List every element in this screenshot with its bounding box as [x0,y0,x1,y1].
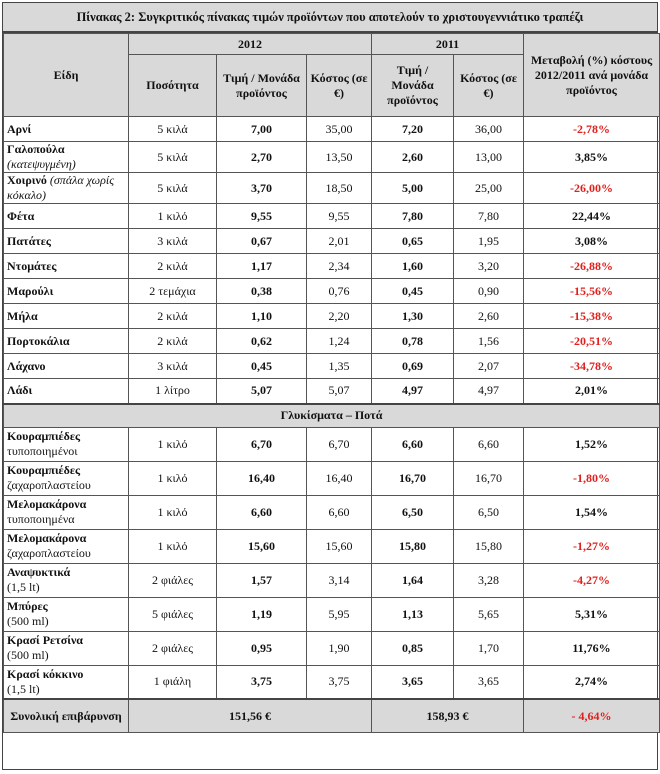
item-price-2012: 3,70 [217,173,307,204]
item-name [4,665,129,699]
item-cost-2011: 6,60 [454,427,524,461]
item-price-2011: 2,60 [372,142,454,173]
item-price-2011: 4,97 [372,379,454,404]
table-row [4,173,660,204]
item-quantity: 5 φιάλες [129,597,217,631]
item-label: Κουραμπιέδες [7,463,81,477]
item-label: Χοιρινό [7,173,47,187]
item-quantity: 1 κιλό [129,461,217,495]
item-cost-2011: 0,90 [454,279,524,304]
item-change: -1,27% [524,529,660,563]
item-label: Μπύρες [7,599,48,613]
item-cost-2012: 15,60 [307,529,372,563]
item-label: Αναψυκτικά [7,565,71,579]
item-name [4,329,129,354]
item-price-2011: 0,65 [372,229,454,254]
table-row [4,563,660,597]
header-change: Μεταβολή (%) κόστους 2012/2011 ανά μονάδα προϊόντος [524,34,660,117]
item-cost-2012: 2,01 [307,229,372,254]
item-cost-2012: 13,50 [307,142,372,173]
item-cost-2011: 2,07 [454,354,524,379]
item-label: Κρασί Ρετσίνα [7,633,83,647]
item-price-2011: 15,80 [372,529,454,563]
item-quantity: 1 κιλό [129,529,217,563]
item-price-2011: 0,69 [372,354,454,379]
item-quantity: 5 κιλά [129,142,217,173]
item-cost-2011: 2,60 [454,304,524,329]
item-price-2011: 1,60 [372,254,454,279]
item-label: Λάδι [7,383,33,398]
item-sublabel: ζαχαροπλαστείου [7,546,91,560]
total-2011: 158,93 € [372,699,524,733]
table-row [4,117,660,142]
item-cost-2012: 35,00 [307,117,372,142]
item-name [4,597,129,631]
item-label: Πατάτες [7,233,51,248]
item-change: 3,08% [524,229,660,254]
item-quantity: 2 τεμάχια [129,279,217,304]
table-row [4,597,660,631]
total-label: Συνολική επιβάρυνση [4,699,129,733]
item-price-2012: 0,95 [217,631,307,665]
item-price-2011: 6,50 [372,495,454,529]
item-price-2012: 0,62 [217,329,307,354]
item-price-2012: 16,40 [217,461,307,495]
item-sublabel: (1,5 lt) [7,580,40,594]
header-unit-price-2012: Τιμή / Μονάδα προϊόντος [217,55,307,117]
item-label: Μαρούλι [7,283,54,298]
item-price-2012: 3,75 [217,665,307,699]
item-quantity: 1 λίτρο [129,379,217,404]
item-price-2012: 1,19 [217,597,307,631]
item-quantity: 5 κιλά [129,173,217,204]
item-price-2012: 0,45 [217,354,307,379]
table-row [4,229,660,254]
item-name [4,427,129,461]
item-quantity: 2 φιάλες [129,563,217,597]
item-price-2011: 0,45 [372,279,454,304]
item-price-2012: 0,67 [217,229,307,254]
item-label: Μελομακάρονα [7,497,87,511]
item-cost-2012: 3,75 [307,665,372,699]
item-name [4,117,129,142]
item-cost-2012: 1,24 [307,329,372,354]
item-price-2012: 15,60 [217,529,307,563]
item-quantity: 1 κιλό [129,495,217,529]
item-change: -15,38% [524,304,660,329]
item-cost-2012: 6,70 [307,427,372,461]
table-row [4,665,660,699]
item-price-2011: 0,78 [372,329,454,354]
item-quantity: 2 κιλά [129,254,217,279]
item-change: 1,54% [524,495,660,529]
item-price-2012: 5,07 [217,379,307,404]
table-row [4,427,660,461]
item-cost-2011: 36,00 [454,117,524,142]
item-name [4,461,129,495]
table-row [4,254,660,279]
item-price-2012: 2,70 [217,142,307,173]
item-change: -15,56% [524,279,660,304]
item-quantity: 1 κιλό [129,204,217,229]
item-price-2011: 16,70 [372,461,454,495]
table-row [4,204,660,229]
item-price-2011: 1,64 [372,563,454,597]
item-quantity: 3 κιλά [129,354,217,379]
item-price-2011: 6,60 [372,427,454,461]
item-label: Μελομακάρονα [7,531,87,545]
total-row [4,699,660,733]
item-cost-2012: 18,50 [307,173,372,204]
item-price-2011: 7,80 [372,204,454,229]
item-label: Κουραμπιέδες [7,429,81,443]
header-year-2011: 2011 [372,34,524,55]
item-change: -20,51% [524,329,660,354]
item-name [4,304,129,329]
item-price-2011: 1,30 [372,304,454,329]
item-price-2012: 6,70 [217,427,307,461]
item-label: Ντομάτες [7,258,57,273]
item-cost-2011: 15,80 [454,529,524,563]
item-cost-2011: 16,70 [454,461,524,495]
item-change: 2,01% [524,379,660,404]
table-row [4,495,660,529]
item-change: 1,52% [524,427,660,461]
item-cost-2011: 13,00 [454,142,524,173]
item-name [4,379,129,404]
item-change: -26,88% [524,254,660,279]
table-title: Πίνακας 2: Συγκριτικός πίνακας τιμών προϊόντων που αποτελούν το χριστουγεννιάτικο τραπέζι [3,3,657,33]
table-row [4,142,660,173]
item-cost-2011: 1,70 [454,631,524,665]
item-cost-2011: 5,65 [454,597,524,631]
item-price-2011: 0,85 [372,631,454,665]
item-cost-2012: 5,07 [307,379,372,404]
table-row [4,279,660,304]
item-name [4,173,129,204]
item-cost-2011: 1,56 [454,329,524,354]
item-cost-2011: 3,20 [454,254,524,279]
item-cost-2012: 2,20 [307,304,372,329]
item-price-2012: 7,00 [217,117,307,142]
header-unit-price-2011: Τιμή / Μονάδα προϊόντος [372,55,454,117]
table-row [4,529,660,563]
item-cost-2011: 1,95 [454,229,524,254]
price-comparison-page [2,2,658,770]
item-price-2012: 1,57 [217,563,307,597]
item-name [4,354,129,379]
item-cost-2012: 1,90 [307,631,372,665]
item-quantity: 3 κιλά [129,229,217,254]
item-change: -4,27% [524,563,660,597]
item-cost-2011: 25,00 [454,173,524,204]
item-label: Μήλα [7,308,38,323]
item-price-2011: 7,20 [372,117,454,142]
item-cost-2011: 3,65 [454,665,524,699]
item-change: 5,31% [524,597,660,631]
item-change: -26,00% [524,173,660,204]
item-label: Κρασί κόκκινο [7,666,84,681]
item-sublabel: τυποποιημένα [7,512,75,526]
item-quantity: 1 κιλό [129,427,217,461]
item-cost-2012: 1,35 [307,354,372,379]
table-row [4,304,660,329]
item-price-2012: 6,60 [217,495,307,529]
item-price-2012: 1,10 [217,304,307,329]
table-row [4,329,660,354]
item-name [4,279,129,304]
item-price-2012: 1,17 [217,254,307,279]
item-sublabel: (500 ml) [7,648,49,662]
table-row [4,461,660,495]
header-cost-2011: Κόστος (σε €) [454,55,524,117]
item-change: -1,80% [524,461,660,495]
item-label: Λάχανο [7,358,46,373]
item-change: 3,85% [524,142,660,173]
header-items: Είδη [4,34,129,117]
item-sublabel: τυποποιημένοι [7,444,78,458]
item-cost-2012: 3,14 [307,563,372,597]
item-label: Αρνί [7,121,32,136]
item-label: Φέτα [7,208,35,223]
item-sublabel: (1,5 lt) [7,681,40,696]
item-name [4,631,129,665]
item-change: 2,74% [524,665,660,699]
item-cost-2012: 0,76 [307,279,372,304]
item-name [4,529,129,563]
item-change: -34,78% [524,354,660,379]
header-cost-2012: Κόστος (σε €) [307,55,372,117]
item-name [4,495,129,529]
item-cost-2011: 6,50 [454,495,524,529]
item-cost-2011: 4,97 [454,379,524,404]
item-quantity: 2 φιάλες [129,631,217,665]
item-name [4,229,129,254]
header-quantity: Ποσότητα [129,55,217,117]
item-price-2012: 0,38 [217,279,307,304]
item-quantity: 5 κιλά [129,117,217,142]
sweets-drinks-rows [4,427,660,699]
section-title-sweets-drinks: Γλυκίσματα – Ποτά [4,404,660,428]
table-row [4,354,660,379]
item-change: 22,44% [524,204,660,229]
table-row [4,379,660,404]
total-2012: 151,56 € [129,699,372,733]
item-cost-2012: 6,60 [307,495,372,529]
item-quantity: 2 κιλά [129,304,217,329]
food-rows [4,117,660,404]
item-cost-2012: 9,55 [307,204,372,229]
item-cost-2012: 2,34 [307,254,372,279]
item-change: 11,76% [524,631,660,665]
item-price-2011: 3,65 [372,665,454,699]
item-price-2011: 1,13 [372,597,454,631]
header-year-2012: 2012 [129,34,372,55]
price-table [3,33,660,733]
item-cost-2012: 16,40 [307,461,372,495]
item-name [4,563,129,597]
item-price-2012: 9,55 [217,204,307,229]
item-sublabel: (σπάλα χωρίς κόκαλο) [7,173,115,202]
total-change: - 4,64% [524,699,660,733]
item-cost-2012: 5,95 [307,597,372,631]
item-name [4,204,129,229]
item-cost-2011: 3,28 [454,563,524,597]
item-cost-2011: 7,80 [454,204,524,229]
table-row [4,631,660,665]
item-sublabel: ζαχαροπλαστείου [7,478,91,492]
item-name [4,142,129,173]
item-name [4,254,129,279]
item-sublabel: (500 ml) [7,614,49,628]
item-quantity: 1 φιάλη [129,665,217,699]
item-label: Γαλοπούλα [7,142,65,156]
item-quantity: 2 κιλά [129,329,217,354]
item-change: -2,78% [524,117,660,142]
item-sublabel: (κατεψυγμένη) [7,157,76,171]
item-price-2011: 5,00 [372,173,454,204]
item-label: Πορτοκάλια [7,333,70,348]
